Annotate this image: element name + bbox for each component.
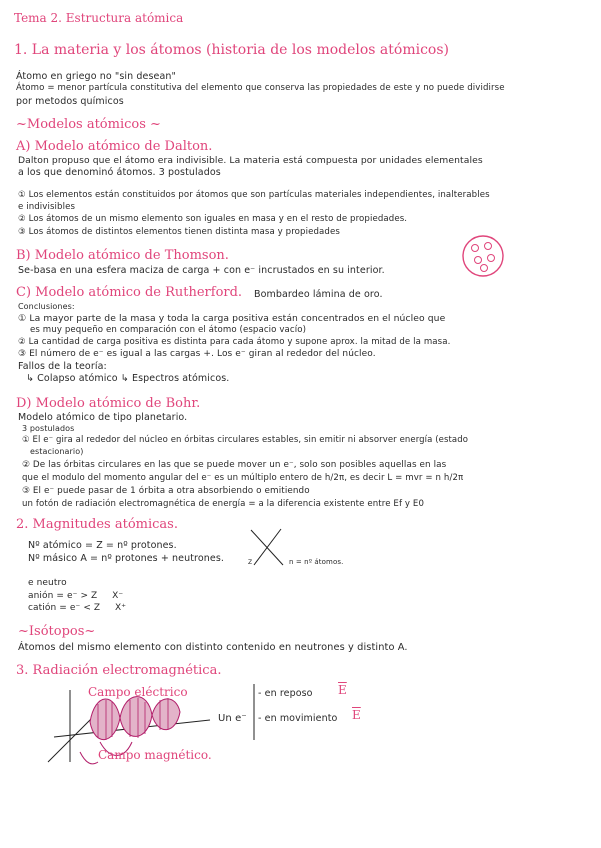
text-line: anión = e⁻ > Z X⁻ [28,591,124,601]
text-line: ② La cantidad de carga positiva es distinta para cada átomo y supone aprox. la mitad de la masa. [18,337,451,347]
text-line: Átomos del mismo elemento con distinto contenido en neutrones y distinto A. [18,642,408,653]
text-line: estacionario) [30,447,84,456]
text-line: ① La mayor parte de la masa y toda la carga positiva están concentrados en el núcleo que [18,313,446,324]
magnitudes-heading: 2. Magnitudes atómicas. [16,517,178,532]
text-line: es muy pequeño en comparación con el átomo (espacio vacío) [30,325,307,335]
text-line: ② Los átomos de un mismo elemento son iguales en masa y en el resto de propiedades. [18,214,408,224]
text-line: catión = e⁻ < Z X⁺ [28,603,127,613]
text-line: que el modulo del momento angular del e⁻ es un múltiplo entero de h/2π, es decir L = mvr = n h/2π [22,473,464,483]
text-line: Nº atómico = Z = nº protones. [28,540,177,551]
isotopos-heading: ~Isótopos~ [18,624,96,639]
text-line: e neutro [28,578,67,588]
diagram-z-label: Z [248,559,253,566]
moving-label: - en movimiento [258,713,338,724]
section-heading-1: 1. La materia y los átomos (historia de los modelos atómicos) [14,42,450,58]
dalton-heading: A) Modelo atómico de Dalton. [16,139,213,154]
text-line: Dalton propuso que el átomo era indivisible. La materia está compuesta por unidades elementales [18,155,483,166]
magnetic-field-label: Campo magnético. [98,748,212,762]
text-line: Nº másico A = nº protones + neutrones. [28,553,224,564]
text-line: Se-basa en una esfera maciza de carga + con e⁻ incrustados en su interior. [18,265,385,276]
rutherford-heading: C) Modelo atómico de Rutherford. [16,285,243,300]
text-line: Fallos de la teoría: [18,361,107,372]
text-line: e indivisibles [18,202,76,212]
diagram-label: n = nº átomos. [289,558,344,566]
electric-vector-label: $\overline{E}$ [338,683,347,697]
nuclide-notation-diagram [248,527,288,569]
un-e-label: Un e⁻ [218,713,247,724]
text-line: Átomo en griego no "sin desean" [16,71,176,82]
text-line: 3 postulados [22,424,75,433]
text-line: ③ El e⁻ puede pasar de 1 órbita a otra absorbiendo o emitiendo [22,486,310,496]
models-heading: ~Modelos atómicos ~ [16,117,161,132]
electric-vector-label-2: $\overline{E}$ [352,708,361,722]
text-line: ① Los elementos están constituidos por átomos que son partículas materiales independientes, inalterables [18,190,490,200]
thomson-atom-drawing [458,233,510,279]
text-line: a los que denominó átomos. 3 postulados [18,167,221,178]
rutherford-subtitle: Bombardeo lámina de oro. [254,289,383,300]
text-line: por metodos químicos [16,96,124,107]
rest-label: - en reposo [258,688,313,699]
text-line: ① El e⁻ gira al rededor del núcleo en órbitas circulares estables, sin emitir ni absorver energía (estado [22,435,469,445]
text-line: Modelo atómico de tipo planetario. [18,412,188,423]
page-title: Tema 2. Estructura atómica [14,11,184,25]
text-line: Conclusiones: [18,302,75,311]
text-line: ③ El número de e⁻ es igual a las cargas +. Los e⁻ giran al rededor del núcleo. [18,349,376,359]
radiation-heading: 3. Radiación electromagnética. [16,663,222,678]
text-line: ③ Los átomos de distintos elementos tienen distinta masa y propiedades [18,227,340,237]
text-line: ↳ Colapso atómico ↳ Espectros atómicos. [26,373,230,384]
bohr-heading: D) Modelo atómico de Bohr. [16,396,201,411]
electric-field-label: Campo eléctrico [88,685,188,699]
text-line: Átomo = menor partícula constitutiva del elemento que conserva las propiedades de este y no puede dividirse [16,83,505,93]
text-line: un fotón de radiación electromagnética de energía = a la diferencia existente entre Ef y E0 [22,499,425,509]
thomson-heading: B) Modelo atómico de Thomson. [16,248,229,263]
text-line: ② De las órbitas circulares en las que se puede mover un e⁻, solo son posibles aquellas en las [22,460,447,470]
